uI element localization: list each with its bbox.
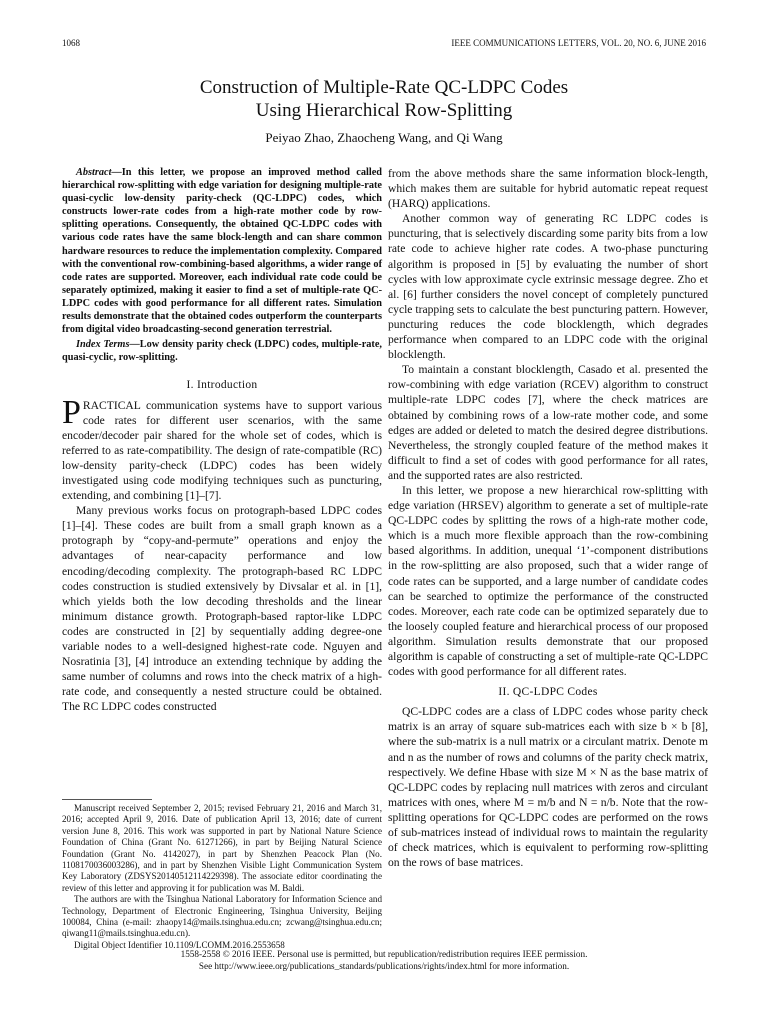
copyright-line-2: See http://www.ieee.org/publications_standards/publications/rights/index.html for more information. (198, 961, 570, 971)
right-paragraph-4: In this letter, we propose a new hierarchical row-splitting with edge variation (HRSEV) algorithm to generate a set of multiple-rate QC-LDPC codes by splitting the rows of a high-rate mother code, which is a much more flexible approach than the row-combining based algorithms. In addition, unequal ‘1’-component distributions in the row-splitting are also proposed, such that a wider range of code rates can be supported, and a large number of candidate codes can be searched to optimize the performance of the constructed codes. Moreover, each rate code can be optimized separately due to the loosely coupled feature and hierarchical process of our proposed algorithm. Simulation results demonstrate that our proposed algorithm is capable of constructing a set of multiple-rate QC-LDPC codes with good performance for all different rates. (388, 483, 708, 679)
right-paragraph-1: from the above methods share the same information block-length, which makes them are suitable for hybrid automatic repeat request (HARQ) applications. (388, 167, 708, 211)
index-terms (62, 338, 382, 364)
footnote-doi: Digital Object Identifier 10.1109/LCOMM.2016.2553658 (74, 939, 285, 950)
paper-title (62, 76, 706, 122)
title-line-1: Construction of Multiple-Rate QC-LDPC Codes (199, 77, 569, 98)
right-column (388, 166, 708, 870)
drop-cap: P (62, 393, 81, 431)
section-heading-introduction: I. Introduction (186, 379, 258, 392)
journal-citation: IEEE COMMUNICATIONS LETTERS, VOL. 20, NO. 6, JUNE 2016 (451, 38, 706, 48)
running-header (62, 38, 706, 52)
footnote (62, 799, 382, 951)
abstract (62, 166, 382, 336)
index-terms-text: Low density parity check (LDPC) codes, multiple-rate, quasi-cyclic, row-splitting. (62, 339, 382, 364)
right-paragraph-3: To maintain a constant blocklength, Casado et al. presented the row-combining with edge variation (RCEV) algorithm to construct multiple-rate LDPC codes [7], where the check matrices are obtained by combining rows of a low-rate mother code, and some edges are added or deleted to match the desired degree distributions. Nevertheless, the strongly coupled feature of the method makes it difficult to find a set of codes with good performance for all rates, and the supported rates are also restricted. (388, 363, 708, 482)
footnote-manuscript: Manuscript received September 2, 2015; revised February 21, 2016 and March 31, 2016; accepted April 9, 2016. Date of publication April 13, 2016; date of current version June 8, 2016. This work was supported in part by National Nature Science Foundation of China (Grant No. 61271266), in part by Beijing Natural Science Foundation (Grant No. 4142027), in part by Shenzhen Peacock Plan (No. 1108170036003286), and in part by Shenzhen Visible Light Communication System Key Laboratory (ZDSYS20140512114229398). The associate editor coordinating the review of this letter and approving it for publication was M. Baldi. (62, 803, 382, 893)
right-paragraph-5: QC-LDPC codes are a class of LDPC codes whose parity check matrix is an array of square sub-matrices each with size b × b [8], where the sub-matrix is a null matrix or a circulant matrix. Denote m and n as the number of rows and columns of the parity check matrix, respectively. We define Hbase with size M × N as the base matrix of QC-LDPC codes by replacing null matrices with zeros and circulant matrices with ones, where M = m/b and N = n/b. Note that the row-splitting operations for QC-LDPC codes are performed on the rows of sub-matrices instead of individual rows to maintain the regularity of check matrices, which is equivalent to performing row-splitting on the rows of base matrices. (388, 705, 708, 870)
section-heading-qc-ldpc: II. QC-LDPC Codes (498, 686, 598, 699)
copyright-notice (62, 948, 706, 972)
left-column (62, 166, 382, 714)
abstract-text: In this letter, we propose an improved method called hierarchical row-splitting with edge variation for designing multiple-rate quasi-cyclic low-density parity-check (QC-LDPC) codes, which constructs lower-rate codes from a high-rate mother code by row-splitting operations. Consequently, the obtained QC-LDPC codes with various code rates have the same block-length and can share common hardware resources to reduce the implementation complexity. Compared with the conventional row-combining-based algorithms, a wider range of code rates are supported. Moreover, each individual rate code could be separately optimized, making it easier to find a set of multiple-rate QC-LDPC codes with good performance for all different rates. Simulation results demonstrate that the obtained codes outperform the counterparts from digital video broadcasting-second generation terrestrial. (62, 167, 382, 336)
footnote-rule (62, 799, 152, 800)
intro-paragraph-2: Many previous works focus on protograph-based LDPC codes [1]–[4]. These codes are built from a small graph known as a protograph by “copy-and-permute” operations and enjoy the advantages of near-capacity performance and low encoding/decoding complexity. The protograph-based RC LDPC codes construction is studied extensively by Divsalar et al. in [1], which yields both the low decoding thresholds and the linear minimum distance growth. Protograph-based raptor-like LDPC codes are constructed in [2] by sequentially adding degree-one variable nodes to a well-designed highest-rate code. Nguyen and Nosratinia [3], [4] introduce an extending technique by adding the same number of columns and rows into the check matrix of a high-rate code, and consequently a nested structure could be obtained. The RC LDPC codes constructed (62, 504, 382, 714)
author-list: Peiyao Zhao, Zhaocheng Wang, and Qi Wang (265, 130, 503, 145)
abstract-lead: Abstract— (76, 167, 122, 178)
right-paragraph-2: Another common way of generating RC LDPC codes is puncturing, that is selectively discarding some parity bits from a low rate code to achieve higher rate codes. A two-phase puncturing algorithm is proposed in [5] by evaluating the number of short cycles with low approximate cycle extrinsic message degree. Zho et al. [6] further considers the novel concept of completely punctured cycle trapping sets to calculate the best puncturing pattern. However, puncturing reduces the code blocklength, which degrades performance when compared to an LDPC code with the original blocklength. (388, 212, 708, 362)
page-number: 1068 (62, 38, 80, 48)
title-line-2: Using Hierarchical Row-Splitting (255, 100, 513, 121)
intro-paragraph-1 (62, 393, 382, 504)
copyright-line-1: 1558-2558 © 2016 IEEE. Personal use is permitted, but republication/redistribution requires IEEE permission. (180, 949, 588, 959)
index-terms-lead: Index Terms— (76, 339, 140, 351)
footnote-affiliation: The authors are with the Tsinghua National Laboratory for Information Science and Technology, Department of Electronic Engineering, Tsinghua University, Beijing 100084, China (e-mail: zhaopy14@mails.tsinghua.edu.cn; zcwang@tsinghua.edu.cn; qiwang11@mails.tsinghua.edu.cn). (62, 894, 382, 939)
intro-paragraph-1-text: RACTICAL communication systems have to support various code rates for different user scenarios, with the same encoder/decoder pair shared for the whole set of codes, which is referred to as rate-compatibility. The design of rate-compatible (RC) low-density parity-check (LDPC) codes has been widely investigated using code modifying techniques such as puncturing, extending, and combining [1]–[7]. (62, 398, 382, 503)
